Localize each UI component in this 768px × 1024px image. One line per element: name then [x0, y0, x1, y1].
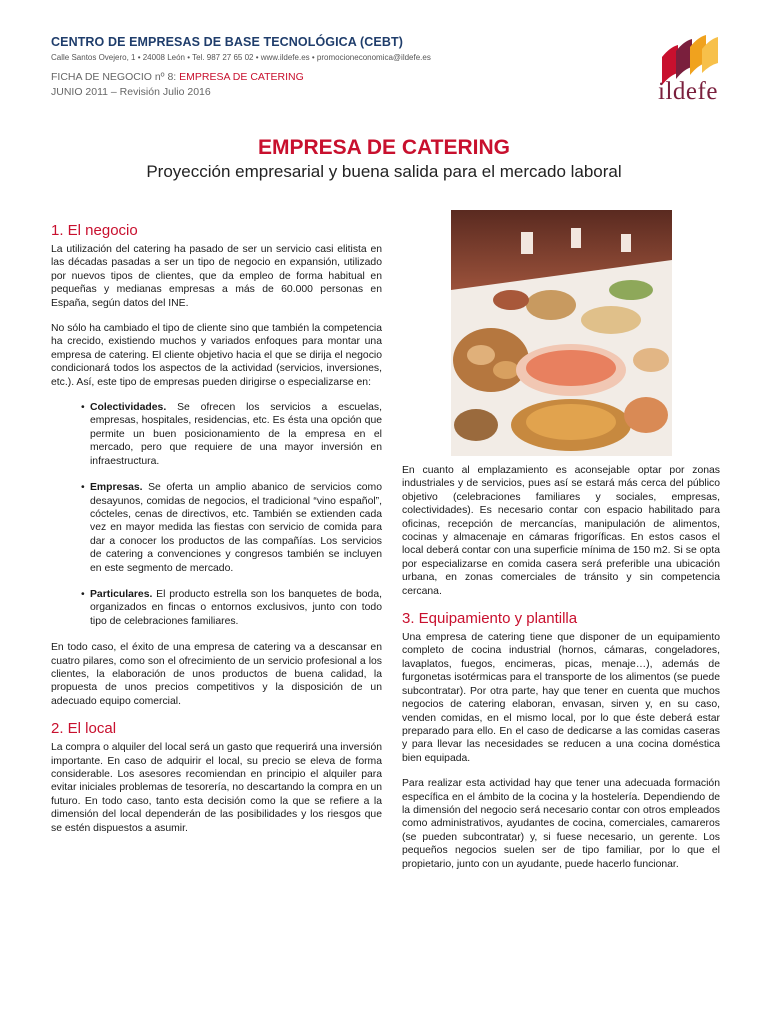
page-title: EMPRESA DE CATERING [257, 136, 511, 159]
list-item [90, 588, 382, 628]
right-column [402, 464, 720, 883]
organization-name: CENTRO DE EMPRESAS DE BASE TECNOLÓGICA (CEBT) [51, 35, 403, 49]
page-subtitle: Proyección empresarial y buena salida para el mercado laboral [146, 162, 622, 181]
local-paragraph-1: La compra o alquiler del local será un gasto que requerirá una inversión importante. En caso de adquirir el local, su precio se eleva de forma considerable. Los asesores recomiendan en principio el alquiler para evitar iniciales problemas de tesorería, no descartando la compra en un futuro. En todo caso, tanto esta decisión como la que se refiere a la dimensión del local dependerán de las posibilidades y los riesgos que se estén dispuestos a asumir. [51, 742, 382, 834]
negocio-paragraph-2: No sólo ha cambiado el tipo de cliente sino que también la competencia ha crecido, existiendo muchos y variados enfoques para montar una empresa de catering. El cliente objetivo hacia el que se dirija el negocio condicionará todos los aspectos de la actividad (servicios, inversiones, etc.). Así, este tipo de empresas pueden dirigirse o especializarse en: [51, 323, 382, 388]
section-heading-negocio: 1. El negocio [51, 222, 138, 239]
segment-list [51, 401, 382, 628]
catering-buffet-photo [451, 210, 672, 456]
negocio-paragraph-3: En todo caso, el éxito de una empresa de catering va a descansar en cuatro pilares, como son el ofrecimiento de un servicio profesional a los clientes, la elaboración de unos productos de buena calidad, la propuesta de unos precios competitivos y la disposición de un adecuado equipo comercial. [51, 642, 382, 707]
fiche-name: EMPRESA DE CATERING [179, 71, 304, 83]
negocio-paragraph-1: La utilización del catering ha pasado de ser un servicio casi elitista en las décadas pasadas a ser un tipo de negocio en expansión, utilizado por nuevos tipos de clientes, que da empleo de forma habitual en pequeñas y medianas empresas a más de 60.000 personas en España, según datos del INE. [51, 244, 382, 309]
fiche-prefix: FICHA DE NEGOCIO nº 8: [51, 71, 180, 83]
fiche-line [51, 71, 304, 83]
local-paragraph-2: En cuanto al emplazamiento es aconsejable optar por zonas industriales y de servicios, pues así se estará más cerca del público objetivo (celebraciones familiares y sociales, empresas, colectividades). Es necesario contar con espacio habilitado para oficinas, recepción de mercancías, manipulación de alimentos, cocinas y almacenaje en cámaras frigoríficas. En estos casos el local deberá contar con una superficie mínima de 150 m2. Si se opta por especializarse en comida casera será preferible una ubicación urbana, en zonas comerciales de tránsito y sin competencia cercana. [402, 465, 720, 597]
revision-date: JUNIO 2011 – Revisión Julio 2016 [51, 86, 211, 98]
bullet-term: Particulares. [90, 588, 153, 600]
bullet-text: Se oferta un amplio abanico de servicios como desayunos, comidas de negocios, el tradicional “vino español”, cócteles, cenas de directivos, etc. También se extienden cada vez en mayor medida las fiestas con servicio de comida para dar a conocer los productos de las compañías. Los servicios de catering a convenciones y congresos también se incluyen en este segmento de mercado. [90, 482, 382, 574]
left-column [51, 222, 382, 847]
equipamiento-paragraph-2: Para realizar esta actividad hay que tener una adecuada formación específica en el ámbito de la cocina y la hostelería. Dependiendo de la dimensión del negocio será necesario contar con otros empleados como administrativos, ayudantes de cocina, comerciales, camareros (se pueden subcontratar) y, si fuese necesario, un gerente. Los pequeños negocios suelen ser de tipo familiar, por lo que el propietario, junto con un ayudante, puede hacerlo funcionar. [402, 778, 720, 870]
list-item [90, 401, 382, 468]
equipamiento-paragraph-1: Una empresa de catering tiene que disponer de un equipamiento completo de cocina industrial (hornos, cámaras, congeladores, lavaplatos, fuegos, encimeras, picas, menaje…), además de furgonetas isotérmicas para el transporte de los alimentos (se puede subcontratar). Por otra parte, hay que tener en cuenta que muchos negocios de catering elaboran, envasan, sirven y, en su caso, venden comidas, en el mismo local, por lo que éste deberá estar preparado para ello. En el caso de dedicarse a las comidas caseras y para llevar las necesidades se reducen a una cocina doméstica bien equipada. [402, 632, 720, 764]
contact-line: Calle Santos Ovejero, 1 • 24008 León • Tel. 987 27 65 02 • www.ildefe.es • promocioneconomica@ildefe.es [51, 53, 431, 62]
bullet-term: Empresas. [90, 482, 143, 494]
list-item [90, 481, 382, 575]
section-heading-local: 2. El local [51, 720, 117, 738]
bullet-text: Se ofrecen los servicios a escuelas, empresas, hospitales, residencias, etc. Es ésta una opción que permite un buen posicionamiento de la empresa en el mercado, pero que requiere de una mayor inversión en infraestructura. [90, 402, 382, 467]
bullet-text: El producto estrella son los banquetes de boda, organizados en fincas o entornos exclusivos, junto con todo tipo de celebraciones familiares. [90, 588, 382, 627]
logo-text: ildefe [658, 78, 718, 105]
section-heading-equipamiento: 3. Equipamiento y plantilla [402, 610, 578, 628]
bullet-term: Colectividades. [90, 402, 167, 414]
